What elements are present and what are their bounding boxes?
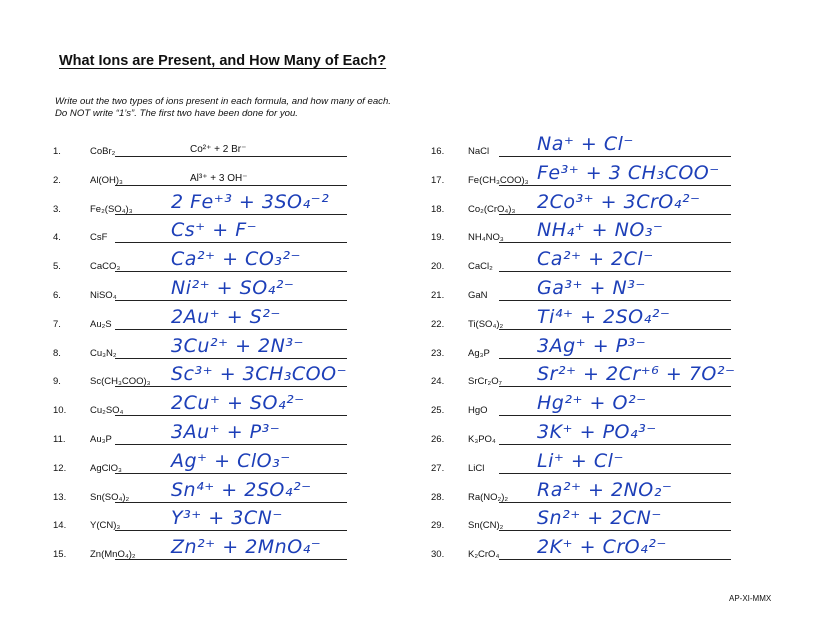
compound-formula: NH₄NO₃ [468,232,504,244]
answer-line [499,473,731,474]
question-number: 5. [53,261,61,273]
question-number: 12. [53,462,67,474]
handwritten-answer: Ga³⁺ + N³⁻ [537,276,646,299]
handwritten-answer: 2K⁺ + CrO₄²⁻ [537,536,667,559]
compound-formula: K₂CrO₄ [468,549,500,561]
compound-formula: Au₃P [90,433,112,445]
answer-line [115,530,347,531]
question-number: 21. [431,289,445,301]
handwritten-answer: Ti⁴⁺ + 2SO₄²⁻ [537,305,671,328]
question-number: 6. [53,289,61,301]
question-number: 2. [53,174,61,186]
compound-formula: Fe(CH₃COO)₃ [468,174,529,186]
handwritten-answer: Ra²⁺ + 2NO₂⁻ [537,478,673,501]
compound-formula: CoBr₂ [90,146,116,157]
handwritten-answer: 3Ag⁺ + P³⁻ [537,334,647,357]
handwritten-answer: Hg²⁺ + O²⁻ [537,392,647,415]
answer-line [115,559,347,560]
answer-line [115,473,347,474]
handwritten-answer: Sc³⁺ + 3CH₃COO⁻ [171,363,348,386]
question-number: 27. [431,462,445,474]
compound-formula: NaCl [468,146,490,157]
question-number: 14. [53,520,67,532]
compound-formula: CaCO₃ [90,261,121,273]
compound-formula: SrCr₂O₇ [468,376,502,388]
compound-formula: Sc(CH₃COO)₃ [90,376,151,388]
question-number: 13. [53,491,67,503]
answer-line [499,156,731,157]
compound-formula: Cu₂SO₄ [90,405,124,417]
right-column [431,133,751,570]
handwritten-answer: Ni²⁺ + SO₄²⁻ [171,276,295,299]
example-answer: Co²⁺ + 2 Br⁻ [190,144,247,155]
compound-formula: Sn(CN)₂ [468,520,504,532]
answer-line [499,358,731,359]
answer-line [115,502,347,503]
handwritten-answer: NH₄⁺ + NO₃⁻ [537,219,664,242]
answer-line [499,329,731,330]
compound-formula: Cu₃N₂ [90,347,117,359]
question-number: 22. [431,318,445,330]
question-row [431,536,751,570]
answer-line [115,214,347,215]
handwritten-answer: 2Cu⁺ + SO₄²⁻ [171,392,305,415]
question-number: 8. [53,347,61,359]
compound-formula: LiCl [468,462,485,474]
answer-line [115,444,347,445]
answer-line [115,271,347,272]
compound-formula: CsF [90,232,108,244]
compound-formula: GaN [468,289,488,301]
question-number: 7. [53,318,61,330]
question-number: 17. [431,174,445,186]
question-number: 24. [431,376,445,388]
footer-code: AP-XI-MMX [729,594,772,603]
handwritten-answer: Li⁺ + Cl⁻ [537,449,624,472]
answer-line [499,502,731,503]
question-number: 26. [431,433,445,445]
question-number: 1. [53,146,61,157]
handwritten-answer: 3Cu²⁺ + 2N³⁻ [171,334,304,357]
question-number: 3. [53,203,61,215]
answer-line [115,329,347,330]
answer-line [115,358,347,359]
question-number: 16. [431,146,445,157]
answer-line [499,415,731,416]
answer-line [499,444,731,445]
handwritten-answer: Ag⁺ + ClO₃⁻ [171,449,291,472]
compound-formula: Ra(NO₂)₂ [468,491,509,503]
answer-line [499,242,731,243]
answer-line [115,415,347,416]
compound-formula: Sn(SO₄)₂ [90,491,130,503]
answer-line [115,156,347,157]
handwritten-answer: Ca²⁺ + 2Cl⁻ [537,248,654,271]
handwritten-answer: Na⁺ + Cl⁻ [537,133,634,155]
compound-formula: Ti(SO₄)₂ [468,318,504,330]
question-row [53,138,373,167]
example-answer: Al³⁺ + 3 OH⁻ [190,172,248,184]
question-row [53,536,373,570]
handwritten-answer: 2Co³⁺ + 3CrO₄²⁻ [537,190,701,213]
handwritten-answer: Y³⁺ + 3CN⁻ [171,507,283,530]
question-number: 15. [53,549,67,561]
question-number: 10. [53,405,67,417]
compound-formula: Y(CN)₃ [90,520,121,532]
handwritten-answer: 2 Fe⁺³ + 3SO₄⁻² [171,190,330,213]
question-number: 20. [431,261,445,273]
question-number: 23. [431,347,445,359]
compound-formula: CaCl₂ [468,261,493,273]
question-number: 18. [431,203,445,215]
compound-formula: HgO [468,405,488,417]
question-number: 9. [53,376,61,388]
answer-line [115,185,347,186]
answer-line [115,300,347,301]
compound-formula: Al(OH)₃ [90,174,123,186]
question-number: 11. [53,433,66,445]
instructions-text: Write out the two types of ions present in each formula, and how many of each. Do NOT write “1’s”. The first two have been done for you. [55,96,391,119]
compound-formula: NiSO₄ [90,289,117,301]
handwritten-answer: Ca²⁺ + CO₃²⁻ [171,248,302,271]
answer-line [115,386,347,387]
worksheet-title: What Ions are Present, and How Many of Each? [59,53,387,69]
answer-line [115,242,347,243]
question-number: 29. [431,520,445,532]
left-column [53,138,373,570]
handwritten-answer: Cs⁺ + F⁻ [171,219,258,242]
handwritten-answer: Zn²⁺ + 2MnO₄⁻ [171,536,322,559]
question-number: 19. [431,232,445,244]
question-number: 4. [53,232,61,244]
handwritten-answer: Sr²⁺ + 2Cr⁺⁶ + 7O²⁻ [537,363,736,386]
handwritten-answer: 2Au⁺ + S²⁻ [171,305,281,328]
compound-formula: Ag₃P [468,347,490,359]
answer-line [499,271,731,272]
handwritten-answer: Fe³⁺ + 3 CH₃COO⁻ [537,161,720,184]
compound-formula: Zn(MnO₄)₂ [90,549,136,561]
answer-line [499,386,731,387]
compound-formula: AgClO₃ [90,462,122,474]
answer-line [499,530,731,531]
question-number: 25. [431,405,445,417]
handwritten-answer: Sn⁴⁺ + 2SO₄²⁻ [171,478,312,501]
answer-line [499,300,731,301]
answer-line [499,185,731,186]
answer-line [499,559,731,560]
handwritten-answer: 3Au⁺ + P³⁻ [171,420,281,443]
question-number: 30. [431,549,445,561]
answer-line [499,214,731,215]
compound-formula: Fe₂(SO₄)₃ [90,203,133,215]
handwritten-answer: 3K⁺ + PO₄³⁻ [537,420,657,443]
question-number: 28. [431,491,445,503]
compound-formula: K₃PO₄ [468,433,496,445]
handwritten-answer: Sn²⁺ + 2CN⁻ [537,507,662,530]
compound-formula: Au₂S [90,318,112,330]
compound-formula: Co₂(CrO₄)₃ [468,203,516,215]
